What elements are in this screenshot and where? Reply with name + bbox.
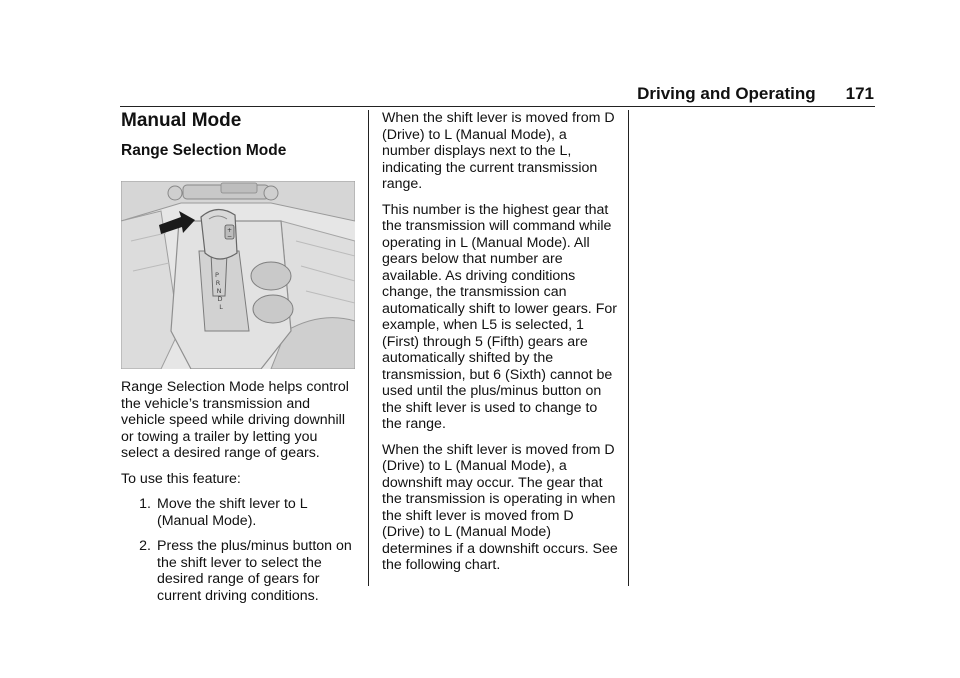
- page-header: [630, 82, 874, 106]
- step-text: Press the plus/minus button on the shift lever to select the desired range of gears for current driving conditions.: [157, 538, 352, 604]
- use-feature-label: To use this feature:: [121, 470, 241, 487]
- column-divider-1: [368, 110, 369, 586]
- middle-column: [382, 110, 618, 574]
- left-column: [121, 110, 357, 613]
- shift-lever-illustration: [121, 181, 355, 369]
- page-number: 171: [845, 84, 874, 103]
- body-paragraph: This number is the highest gear that the transmission will command while operating in L (Manual Mode). All gears below that number are available. As driving conditions change, the transmission can automatically shift to lower gears. For example, when L5 is selected, 1 (First) through 5 (Fifth) gears are automatically shifted by the transmission, but 6 (Sixth) cannot be used until the plus/minus button on the shift lever is used to change to the range.: [382, 201, 617, 432]
- body-paragraph: When the shift lever is moved from D (Drive) to L (Manual Mode), a downshift may occur. The gear that the transmission is operating in when the shift lever is moved from D (Drive) to L (Manual Mode) determines if a downshift occurs. See the following chart.: [382, 441, 618, 573]
- list-item: [121, 538, 357, 604]
- gear-label: R: [215, 279, 221, 287]
- gear-label: P: [215, 271, 219, 279]
- intro-paragraph: Range Selection Mode helps control the vehicle’s transmission and vehicle speed while driving downhill or towing a trailer by letting you select a desired range of gears.: [121, 379, 349, 461]
- minus-label: −: [226, 233, 233, 241]
- gear-label: N: [216, 287, 222, 295]
- shift-lever-figure: [121, 181, 355, 369]
- list-item: [121, 496, 357, 529]
- gear-label: L: [219, 303, 223, 311]
- plus-label: +: [226, 227, 233, 234]
- step-text: Move the shift lever to L (Manual Mode).: [157, 496, 308, 529]
- step-number: 1.: [139, 496, 151, 512]
- body-paragraph: When the shift lever is moved from D (Drive) to L (Manual Mode), a number displays next to the L, indicating the current transmission range.: [382, 110, 615, 192]
- subsection-heading: Range Selection Mode: [121, 142, 287, 159]
- step-number: 2.: [139, 538, 151, 554]
- gear-label: D: [217, 295, 223, 303]
- steps-list: [121, 496, 357, 604]
- section-heading: Manual Mode: [121, 110, 242, 131]
- header-rule: [120, 106, 875, 107]
- column-divider-2: [628, 110, 629, 586]
- section-title: Driving and Operating: [637, 84, 816, 103]
